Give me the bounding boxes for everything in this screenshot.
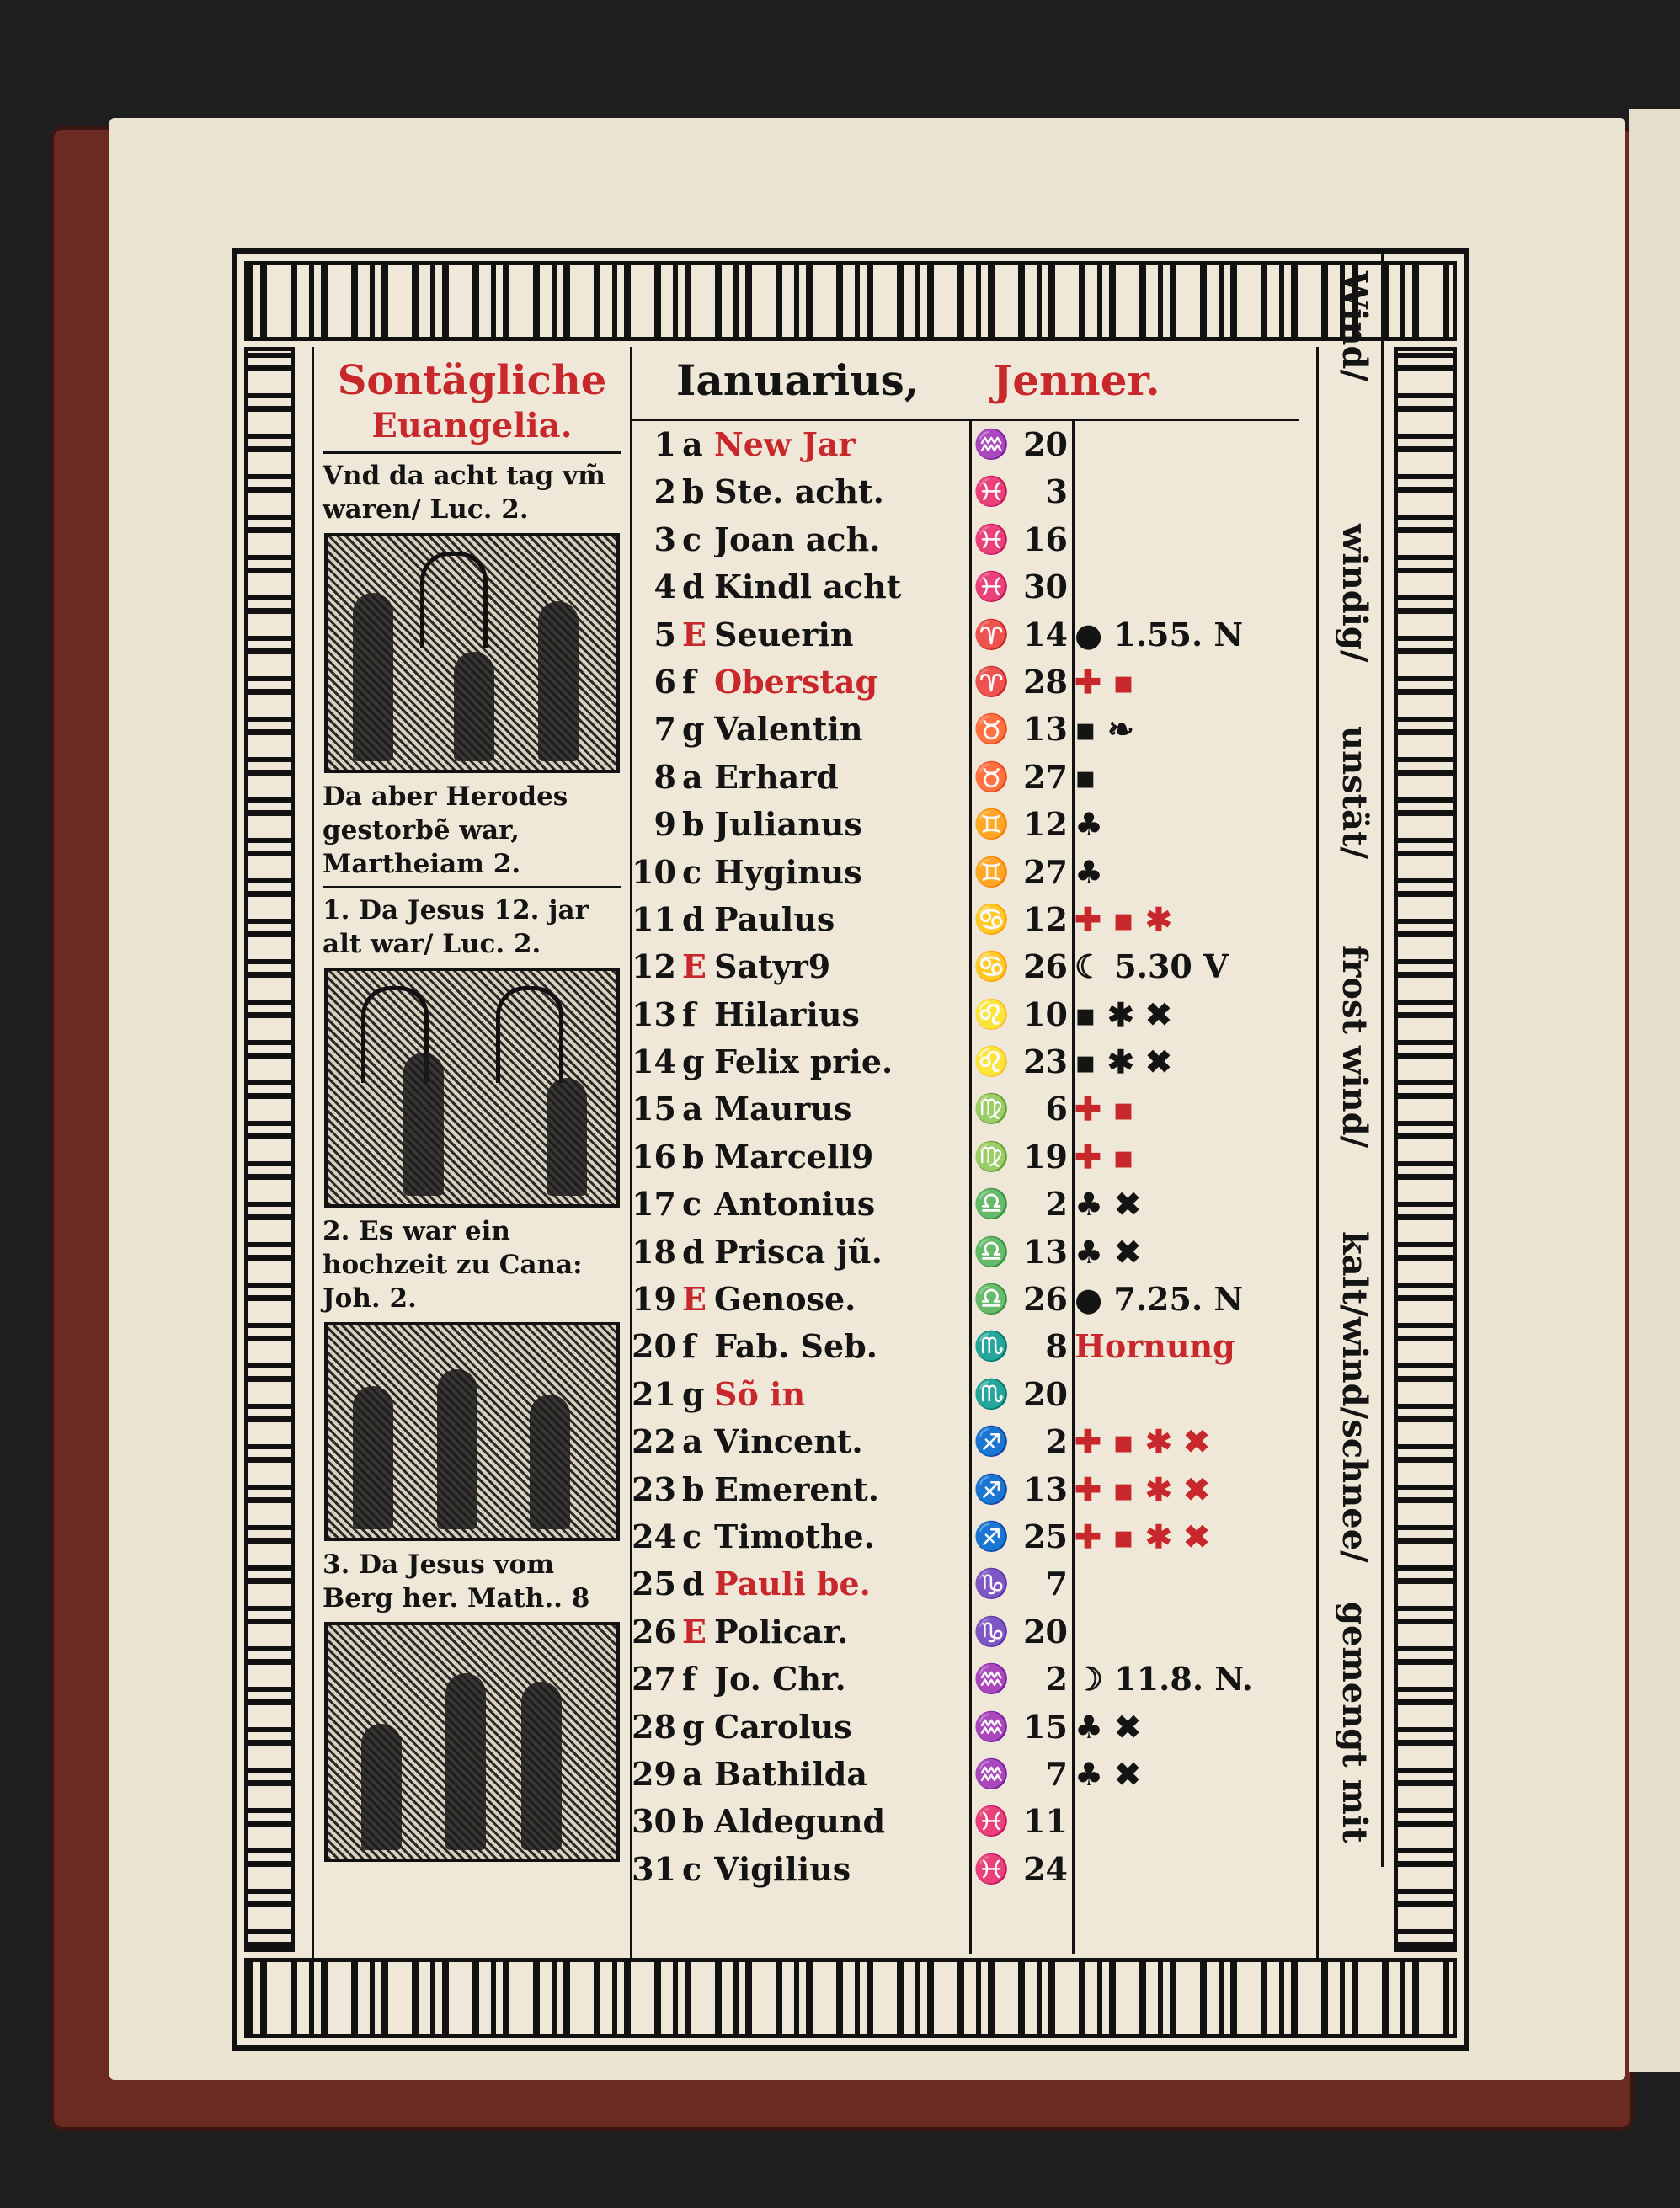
astronomical-notes: ▪ [1075, 757, 1096, 796]
day-row [630, 1085, 1316, 1133]
zodiac-degree: 23 [1023, 1043, 1068, 1081]
weather-note-5: kalt/wind/schnee/ [1335, 1231, 1374, 1563]
calendar-column [630, 347, 1316, 1960]
day-number: 10 [632, 852, 676, 891]
day-number: 25 [632, 1565, 676, 1603]
day-number: 29 [632, 1754, 676, 1793]
zodiac-sign: ♈ [973, 664, 1010, 699]
zodiac-degree: 13 [1023, 1232, 1068, 1271]
zodiac-degree: 13 [1023, 710, 1068, 749]
day-number: 26 [632, 1612, 676, 1651]
dominical-letter: b [682, 805, 705, 844]
gospel-heading-line2: Euangelia. [371, 406, 573, 445]
woodcut-figure [361, 1724, 402, 1850]
day-row [630, 1466, 1316, 1513]
zodiac-degree: 27 [1023, 852, 1068, 891]
day-row [630, 991, 1316, 1038]
zodiac-sign: ♋ [973, 950, 1010, 984]
dominical-letter: a [682, 1422, 703, 1461]
next-page-edge [1629, 109, 1680, 2072]
zodiac-sign: ♑ [973, 1614, 1010, 1649]
day-number: 9 [653, 805, 676, 844]
gospel-rule [323, 886, 621, 888]
day-row [630, 1513, 1316, 1560]
month-header [630, 347, 1299, 421]
dominical-letter: E [682, 947, 707, 986]
zodiac-degree: 24 [1023, 1849, 1068, 1888]
weather-column [1314, 254, 1384, 1867]
day-number: 7 [653, 710, 676, 749]
day-row [630, 1038, 1316, 1085]
day-number: 2 [653, 472, 676, 511]
zodiac-degree: 20 [1023, 1374, 1068, 1413]
zodiac-degree: 26 [1023, 947, 1068, 986]
saint-name: Maurus [714, 1090, 852, 1128]
saint-name: Felix prie. [714, 1043, 893, 1081]
day-row [630, 1371, 1316, 1418]
dominical-letter: a [682, 1090, 703, 1128]
dominical-letter: g [682, 1374, 705, 1413]
zodiac-degree: 11 [1023, 1802, 1068, 1841]
day-number: 6 [653, 662, 676, 701]
ornament-band-left [244, 347, 295, 1952]
astronomical-notes: ✚ ▪ ✱ ✖ [1075, 1517, 1210, 1555]
zodiac-sign: ♓ [973, 1852, 1010, 1886]
gospel-entry-1: Vnd da acht tag vm̃ waren/ Luc. 2. [323, 461, 605, 525]
day-row [630, 1323, 1316, 1370]
zodiac-degree: 19 [1023, 1137, 1068, 1176]
day-row [630, 468, 1316, 515]
saint-name: Hilarius [714, 995, 860, 1033]
zodiac-sign: ♎ [973, 1235, 1010, 1269]
day-number: 12 [632, 947, 676, 986]
dominical-letter: E [682, 615, 707, 653]
astronomical-notes: ♣ ✖ [1075, 1754, 1142, 1793]
astronomical-notes: ✚ ▪ ✱ ✖ [1075, 1422, 1210, 1461]
day-number: 30 [632, 1802, 676, 1841]
zodiac-degree: 25 [1023, 1517, 1068, 1555]
zodiac-degree: 12 [1023, 899, 1068, 938]
zodiac-sign: ♏ [973, 1330, 1010, 1364]
day-row [630, 849, 1316, 896]
zodiac-degree: 15 [1023, 1707, 1068, 1746]
woodcut-figure [445, 1673, 486, 1850]
zodiac-sign: ♍ [973, 1092, 1010, 1127]
ornament-band-right [1394, 347, 1457, 1952]
astronomical-notes: ✚ ▪ [1075, 1137, 1134, 1176]
gospel-entry-5: 3. Da Jesus vom Berg her. Math.. 8 [323, 1549, 590, 1613]
woodcut-arch [496, 986, 563, 1083]
zodiac-degree: 10 [1023, 995, 1068, 1033]
zodiac-sign: ♐ [973, 1425, 1010, 1459]
day-row [630, 1656, 1316, 1703]
woodcut-temple [324, 968, 620, 1208]
day-row [630, 1133, 1316, 1181]
dominical-letter: b [682, 1469, 705, 1508]
gospel-column [314, 347, 632, 1960]
astronomical-notes: ▪ ✱ ✖ [1075, 995, 1172, 1033]
day-number: 1 [653, 425, 676, 463]
woodcut-figure [547, 1078, 587, 1196]
zodiac-sign: ♉ [973, 712, 1010, 747]
saint-name: Joan ach. [714, 520, 881, 558]
woodcut-arch [420, 552, 488, 648]
gospel-entry-4: 2. Es war ein hochzeit zu Cana: Joh. 2. [323, 1216, 583, 1314]
astronomical-notes: ✚ ▪ ✱ [1075, 899, 1172, 938]
day-number: 22 [632, 1422, 676, 1461]
gospel-entry-2: Da aber Herodes gestorbẽ war, Martheiam 2. [323, 781, 568, 879]
dominical-letter: c [682, 520, 702, 558]
day-row [630, 1560, 1316, 1608]
astronomical-notes: ♣ [1075, 805, 1104, 844]
day-number: 20 [632, 1327, 676, 1366]
zodiac-degree: 6 [1045, 1090, 1068, 1128]
woodcut-figure [403, 1053, 444, 1196]
zodiac-degree: 8 [1045, 1327, 1068, 1366]
zodiac-degree: 26 [1023, 1280, 1068, 1319]
saint-name: Julianus [714, 805, 862, 844]
day-row [630, 563, 1316, 611]
dominical-letter: f [682, 1327, 696, 1366]
saint-name: Seuerin [714, 615, 854, 653]
zodiac-degree: 20 [1023, 1612, 1068, 1651]
day-number: 28 [632, 1707, 676, 1746]
saint-name: Prisca jũ. [714, 1232, 883, 1271]
ornament-band-bottom [244, 1958, 1457, 2038]
day-row [630, 1704, 1316, 1751]
dominical-letter: f [682, 995, 696, 1033]
zodiac-sign: ♈ [973, 617, 1010, 652]
zodiac-sign: ♊ [973, 855, 1010, 889]
zodiac-degree: 12 [1023, 805, 1068, 844]
zodiac-sign: ♓ [973, 522, 1010, 557]
saint-name: Valentin [714, 710, 863, 749]
saint-name: Vincent. [714, 1422, 863, 1461]
astronomical-notes: ✚ ▪ [1075, 662, 1134, 701]
astronomical-notes: ✚ ▪ ✱ ✖ [1075, 1469, 1210, 1508]
day-rows [630, 421, 1316, 1893]
day-number: 23 [632, 1469, 676, 1508]
weather-note-6: gemengt mit [1335, 1602, 1374, 1843]
zodiac-degree: 20 [1023, 425, 1068, 463]
saint-name: Hyginus [714, 852, 862, 891]
zodiac-degree: 2 [1045, 1185, 1068, 1224]
dominical-letter: g [682, 710, 705, 749]
zodiac-sign: ♐ [973, 1472, 1010, 1507]
gospel-heading [314, 347, 630, 446]
day-row [630, 1418, 1316, 1465]
dominical-letter: a [682, 757, 703, 796]
day-number: 31 [632, 1849, 676, 1888]
dominical-letter: d [682, 568, 705, 606]
astronomical-notes: ● 1.55. N [1075, 615, 1244, 653]
astronomical-notes: ♣ [1075, 852, 1104, 891]
dominical-letter: d [682, 1232, 705, 1271]
zodiac-degree: 30 [1023, 568, 1068, 606]
dominical-letter: E [682, 1612, 707, 1651]
zodiac-sign: ♓ [973, 1805, 1010, 1839]
day-number: 15 [632, 1090, 676, 1128]
day-row [630, 1229, 1316, 1276]
astronomical-notes: ☾ 5.30 V [1075, 947, 1229, 986]
dominical-letter: c [682, 852, 702, 891]
day-number: 17 [632, 1185, 676, 1224]
zodiac-degree: 28 [1023, 662, 1068, 701]
zodiac-degree: 14 [1023, 615, 1068, 653]
zodiac-sign: ♒ [973, 428, 1010, 461]
saint-name: Satyr9 [714, 947, 831, 986]
astronomical-notes: ▪ ✱ ✖ [1075, 1043, 1172, 1081]
saint-name: Oberstag [714, 662, 878, 701]
day-row [630, 1608, 1316, 1656]
dominical-letter: f [682, 1660, 696, 1699]
dominical-letter: a [682, 1754, 703, 1793]
saint-name: Vigilius [714, 1849, 851, 1888]
day-row [630, 1751, 1316, 1798]
saint-name: Policar. [714, 1612, 849, 1651]
weather-note-3: unstät/ [1335, 726, 1374, 860]
zodiac-sign: ♉ [973, 760, 1010, 794]
day-number: 4 [653, 568, 676, 606]
zodiac-sign: ♎ [973, 1283, 1010, 1317]
dominical-letter: d [682, 899, 705, 938]
zodiac-degree: 7 [1045, 1565, 1068, 1603]
day-row [630, 516, 1316, 563]
astronomical-notes: ✚ ▪ [1075, 1090, 1134, 1128]
woodcut-figure [353, 593, 393, 761]
woodcut-figure [353, 1386, 393, 1529]
day-row [630, 659, 1316, 706]
day-row [630, 706, 1316, 753]
dominical-letter: b [682, 1137, 705, 1176]
zodiac-sign: ♓ [973, 475, 1010, 509]
zodiac-sign: ♐ [973, 1519, 1010, 1554]
ornament-band-top [244, 261, 1457, 341]
zodiac-degree: 7 [1045, 1754, 1068, 1793]
day-number: 18 [632, 1232, 676, 1271]
saint-name: Bathilda [714, 1754, 867, 1793]
day-number: 21 [632, 1374, 676, 1413]
astronomical-notes: Hornung [1075, 1327, 1235, 1366]
day-number: 3 [653, 520, 676, 558]
day-number: 5 [653, 615, 676, 653]
zodiac-sign: ♌ [973, 997, 1010, 1032]
saint-name: Aldegund [714, 1802, 886, 1841]
astronomical-notes: ♣ ✖ [1075, 1185, 1142, 1224]
day-row [630, 1846, 1316, 1893]
day-row [630, 1276, 1316, 1323]
day-number: 16 [632, 1137, 676, 1176]
astronomical-notes: ● 7.25. N [1075, 1280, 1244, 1319]
dominical-letter: f [682, 662, 696, 701]
calendar-body [312, 347, 1319, 1960]
saint-name: Timothe. [714, 1517, 875, 1555]
zodiac-sign: ♓ [973, 570, 1010, 605]
day-number: 8 [653, 757, 676, 796]
zodiac-sign: ♌ [973, 1045, 1010, 1080]
weather-note-4: frost wind/ [1335, 945, 1374, 1149]
saint-name: Paulus [714, 899, 835, 938]
woodcut-figure [437, 1369, 477, 1529]
zodiac-sign: ♒ [973, 1709, 1010, 1744]
zodiac-degree: 3 [1045, 472, 1068, 511]
woodcut-figure [454, 652, 494, 761]
woodcut-wedding-cana [324, 1322, 620, 1541]
day-number: 14 [632, 1043, 676, 1081]
woodcut-circumcision [324, 533, 620, 773]
day-number: 24 [632, 1517, 676, 1555]
day-row [630, 421, 1316, 468]
zodiac-degree: 16 [1023, 520, 1068, 558]
dominical-letter: a [682, 425, 703, 463]
day-number: 27 [632, 1660, 676, 1699]
saint-name: Pauli be. [714, 1565, 871, 1603]
saint-name: Kindl acht [714, 568, 902, 606]
zodiac-degree: 13 [1023, 1469, 1068, 1508]
day-row [630, 896, 1316, 943]
astronomical-notes: ☽ 11.8. N. [1075, 1660, 1253, 1699]
gospel-rule [323, 451, 621, 454]
day-row [630, 943, 1316, 990]
astronomical-notes: ♣ ✖ [1075, 1232, 1142, 1271]
dominical-letter: c [682, 1185, 702, 1224]
dominical-letter: c [682, 1517, 702, 1555]
zodiac-sign: ♋ [973, 902, 1010, 936]
day-row [630, 801, 1316, 848]
day-row [630, 1181, 1316, 1228]
month-latin: Ianuarius, [676, 355, 920, 405]
astronomical-notes: ♣ ✖ [1075, 1707, 1142, 1746]
zodiac-degree: 27 [1023, 757, 1068, 796]
woodcut-figure [530, 1395, 570, 1529]
dominical-letter: g [682, 1043, 705, 1081]
woodcut-figure [538, 601, 579, 761]
dominical-letter: b [682, 1802, 705, 1841]
zodiac-sign: ♏ [973, 1377, 1010, 1411]
saint-name: Carolus [714, 1707, 852, 1746]
day-row [630, 611, 1316, 659]
saint-name: New Jar [714, 425, 856, 463]
weather-note-1: Wind/ [1335, 271, 1374, 382]
gospel-entry-3: 1. Da Jesus 12. jar alt war/ Luc. 2. [323, 895, 589, 959]
saint-name: Emerent. [714, 1469, 879, 1508]
zodiac-degree: 2 [1045, 1660, 1068, 1699]
dominical-letter: g [682, 1707, 705, 1746]
day-number: 13 [632, 995, 676, 1033]
day-number: 19 [632, 1280, 676, 1319]
zodiac-sign: ♑ [973, 1567, 1010, 1602]
weather-note-2: windig/ [1335, 524, 1374, 663]
day-row [630, 1798, 1316, 1845]
woodcut-healing [324, 1622, 620, 1862]
dominical-letter: b [682, 472, 705, 511]
zodiac-degree: 2 [1045, 1422, 1068, 1461]
saint-name: Sõ in [714, 1374, 806, 1413]
saint-name: Genose. [714, 1280, 856, 1319]
zodiac-sign: ♒ [973, 1662, 1010, 1697]
saint-name: Erhard [714, 757, 839, 796]
zodiac-sign: ♒ [973, 1757, 1010, 1791]
dominical-letter: c [682, 1849, 702, 1888]
dominical-letter: d [682, 1565, 705, 1603]
saint-name: Antonius [714, 1185, 876, 1224]
saint-name: Marcell9 [714, 1137, 874, 1176]
zodiac-sign: ♎ [973, 1187, 1010, 1222]
woodcut-figure [521, 1682, 562, 1850]
saint-name: Jo. Chr. [714, 1660, 846, 1699]
saint-name: Fab. Seb. [714, 1327, 877, 1366]
gospel-heading-line1: Sontägliche [337, 357, 607, 404]
astronomical-notes: ▪ ❧ [1075, 710, 1134, 749]
day-row [630, 754, 1316, 801]
day-number: 11 [632, 899, 676, 938]
saint-name: Ste. acht. [714, 472, 884, 511]
zodiac-sign: ♍ [973, 1139, 1010, 1174]
zodiac-sign: ♊ [973, 808, 1010, 842]
month-german: Jenner. [992, 355, 1160, 405]
ornamental-frame [232, 248, 1469, 2051]
dominical-letter: E [682, 1280, 707, 1319]
